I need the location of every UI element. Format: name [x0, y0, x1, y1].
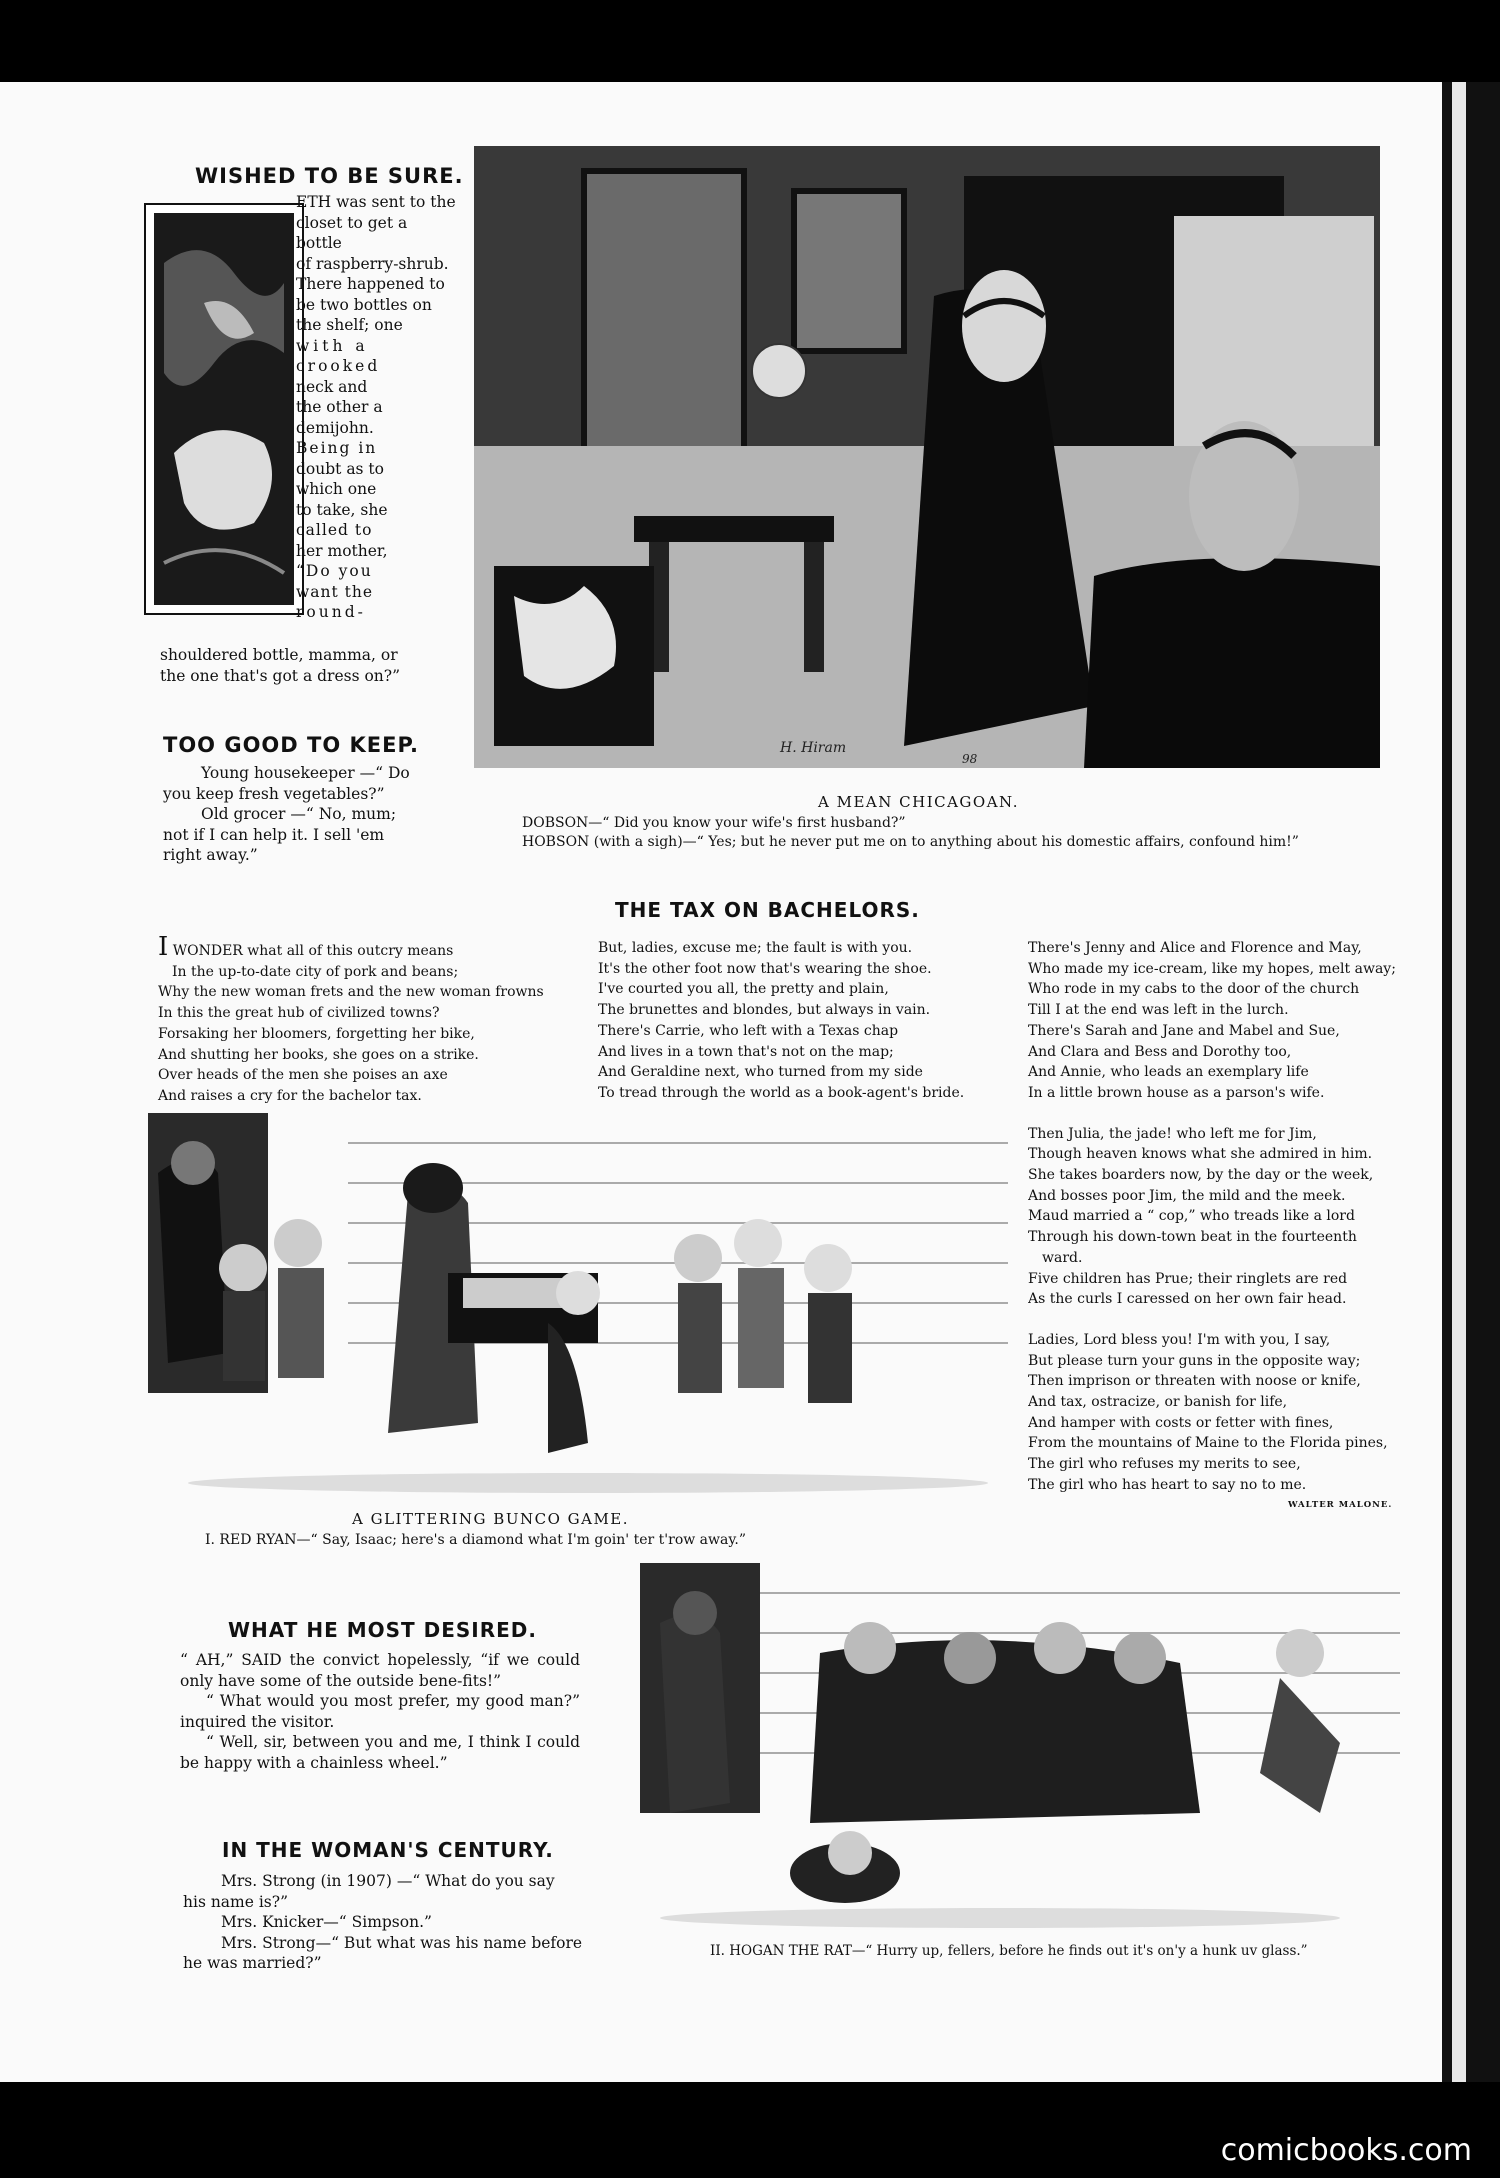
text-line: Why the new woman frets and the new woman frowns — [158, 984, 544, 1001]
bunco-game-illustration — [148, 1113, 1028, 1500]
bunco-caption-title: A GLITTERING BUNCO GAME. — [352, 1510, 630, 1528]
text-line: There happened to — [296, 275, 445, 293]
text-line: The brunettes and blondes, but always in vain. — [598, 1002, 931, 1019]
chicagoan-caption-line2: HOBSON (with a sigh)—“ Yes; but he never put me on to anything about his domestic affairs, confound him!” — [522, 834, 1299, 850]
text-line: ETH was sent to the — [296, 193, 456, 211]
decorative-panel-illustration — [144, 203, 304, 615]
desired-title: WHAT HE MOST DESIRED. — [228, 1618, 537, 1642]
text-line: And raises a cry for the bachelor tax. — [158, 1087, 422, 1104]
text-line: There's Sarah and Jane and Mabel and Sue, — [1028, 1022, 1340, 1039]
bachelors-column-2 — [598, 938, 998, 1104]
artist-signature: H. Hiram — [780, 740, 847, 756]
watermark: comicbooks.com — [1220, 2133, 1472, 2168]
text-line: But, ladies, excuse me; the fault is with you. — [598, 940, 913, 956]
text-line: Forsaking her bloomers, forgetting her bike, — [158, 1025, 475, 1042]
artist-year: 98 — [962, 752, 978, 766]
text-line: And Geraldine next, who turned from my side — [598, 1064, 923, 1081]
hogan-caption: II. HOGAN THE RAT—“ Hurry up, fellers, before he finds out it's on'y a hunk uv glass.” — [710, 1943, 1308, 1959]
text-line: To tread through the world as a book-agent's bride. — [598, 1084, 965, 1101]
text-line: Being in — [296, 439, 378, 457]
text-line: I've courted you all, the pretty and plain, — [598, 981, 889, 998]
text-line: In the up-to-date city of pork and beans; — [172, 963, 459, 980]
text-line: But please turn your guns in the opposite way; — [1028, 1352, 1361, 1369]
text-line: not if I can help it. I sell 'em — [163, 825, 385, 844]
text-line: ward. — [1042, 1249, 1083, 1266]
text-line: right away.” — [163, 846, 258, 864]
text-line: to take, she — [296, 500, 388, 519]
text-line: Though heaven knows what she admired in him. — [1028, 1146, 1373, 1163]
text-line: demijohn. — [296, 418, 374, 437]
text-line: be two bottles on — [296, 295, 432, 314]
text-line: There's Carrie, who left with a Texas chap — [598, 1022, 899, 1039]
text-line: And hamper with costs or fetter with fines, — [1028, 1414, 1334, 1431]
text-line: doubt as to — [296, 459, 384, 478]
bachelors-author: WALTER MALONE. — [1288, 1500, 1393, 1510]
text-line: Who made my ice-cream, like my hopes, melt away; — [1028, 960, 1396, 977]
text-line: Mrs. Strong—“ But what was his name before — [221, 1933, 583, 1952]
text-line: he was married?” — [183, 1954, 322, 1972]
text-line: crooked — [296, 357, 381, 375]
text-line: Through his down-town beat in the fourteenth — [1028, 1229, 1357, 1246]
text-line: Maud married a “ cop,” who treads like a lord — [1028, 1208, 1355, 1225]
text-line: shouldered bottle, mamma, or — [160, 646, 398, 664]
text-line: called to — [296, 521, 373, 539]
text-line: Who rode in my cabs to the door of the church — [1028, 981, 1360, 998]
text-line: The girl who refuses my merits to see, — [1028, 1456, 1301, 1473]
century-body — [183, 1871, 583, 1974]
text-line: I WONDER what all of this outcry means — [158, 932, 454, 962]
bunco-caption: I. RED RYAN—“ Say, Isaac; here's a diamond what I'm goin' ter t'row away.” — [205, 1532, 747, 1548]
text-line: Young housekeeper —“ Do — [201, 764, 410, 782]
text-line: with a — [296, 336, 369, 355]
text-line: the shelf; one — [296, 316, 403, 334]
text-line: She takes boarders now, by the day or the week, — [1028, 1167, 1374, 1184]
paragraph: “ AH,” SAID the convict hopelessly, “if we could only have some of the outside bene-fits!” — [180, 1651, 580, 1690]
text-line: the one that's got a dress on?” — [160, 666, 401, 685]
bachelors-title: THE TAX ON BACHELORS. — [615, 898, 920, 922]
text-line: And Annie, who leads an exemplary life — [1028, 1064, 1309, 1081]
toogood-body — [163, 763, 453, 866]
text-line: his name is?” — [183, 1892, 288, 1911]
wished-title: WISHED TO BE SURE. — [195, 164, 464, 188]
text-line: closet to get a bottle — [296, 213, 408, 252]
chicagoan-illustration — [474, 146, 1380, 768]
text-line: Over heads of the men she poises an axe — [158, 1067, 448, 1084]
chicagoan-caption-line1: DOBSON—“ Did you know your wife's first husband?” — [522, 815, 906, 831]
wished-tail — [160, 645, 460, 686]
text-line: And lives in a town that's not on the map; — [598, 1043, 894, 1060]
desired-body — [180, 1650, 580, 1773]
bachelors-column-1 — [158, 932, 568, 1107]
text-line: Old grocer —“ No, mum; — [201, 805, 397, 823]
text-line: From the mountains of Maine to the Florida pines, — [1028, 1435, 1388, 1452]
text-line: her mother, — [296, 541, 388, 560]
hogan-the-rat-illustration — [640, 1563, 1410, 1936]
text-line: Mrs. Knicker—“ Simpson.” — [221, 1913, 432, 1931]
bachelors-column-3 — [1028, 938, 1408, 1496]
wished-body — [296, 192, 456, 623]
text-line: which one — [296, 480, 377, 498]
text-line: Then Julia, the jade! who left me for Jim, — [1028, 1125, 1317, 1142]
text-line: Five children has Prue; their ringlets are red — [1028, 1270, 1348, 1287]
text-line: Mrs. Strong (in 1907) —“ What do you say — [221, 1872, 555, 1890]
paragraph: “ What would you most prefer, my good man?” inquired the visitor. — [180, 1692, 580, 1731]
century-title: IN THE WOMAN'S CENTURY. — [222, 1838, 554, 1862]
text-line: Till I at the end was left in the lurch. — [1028, 1002, 1289, 1019]
text-line: And Clara and Bess and Dorothy too, — [1028, 1043, 1292, 1060]
text-line: And shutting her books, she goes on a strike. — [158, 1046, 479, 1063]
text-line: There's Jenny and Alice and Florence and May, — [1028, 940, 1362, 956]
chicagoan-caption-title: A MEAN CHICAGOAN. — [818, 793, 1019, 811]
text-line: It's the other foot now that's wearing the shoe. — [598, 960, 932, 977]
text-line: of raspberry-shrub. — [296, 254, 449, 273]
text-line: the other a — [296, 398, 383, 416]
text-line: want the — [296, 582, 374, 601]
toogood-title: TOO GOOD TO KEEP. — [163, 733, 419, 757]
text-line: Then imprison or threaten with noose or knife, — [1028, 1373, 1361, 1390]
next-page-edge — [1442, 82, 1500, 2082]
text-line: In a little brown house as a parson's wife. — [1028, 1084, 1325, 1101]
text-line: round- — [296, 603, 366, 621]
text-line: you keep fresh vegetables?” — [163, 784, 385, 803]
text-line: And tax, ostracize, or banish for life, — [1028, 1394, 1288, 1411]
text-line: neck and — [296, 377, 368, 396]
text-line: And bosses poor Jim, the mild and the meek. — [1028, 1187, 1346, 1204]
text-line: As the curls I caressed on her own fair head. — [1028, 1291, 1347, 1308]
text-line: The girl who has heart to say no to me. — [1028, 1476, 1307, 1493]
text-line: “Do you — [296, 562, 373, 580]
text-line: WONDER what all of this outcry means — [172, 943, 454, 959]
text-line: Ladies, Lord bless you! I'm with you, I say, — [1028, 1331, 1331, 1348]
paragraph: “ Well, sir, between you and me, I think I could be happy with a chainless wheel.” — [180, 1733, 580, 1772]
text-line: In this the great hub of civilized towns? — [158, 1005, 440, 1022]
